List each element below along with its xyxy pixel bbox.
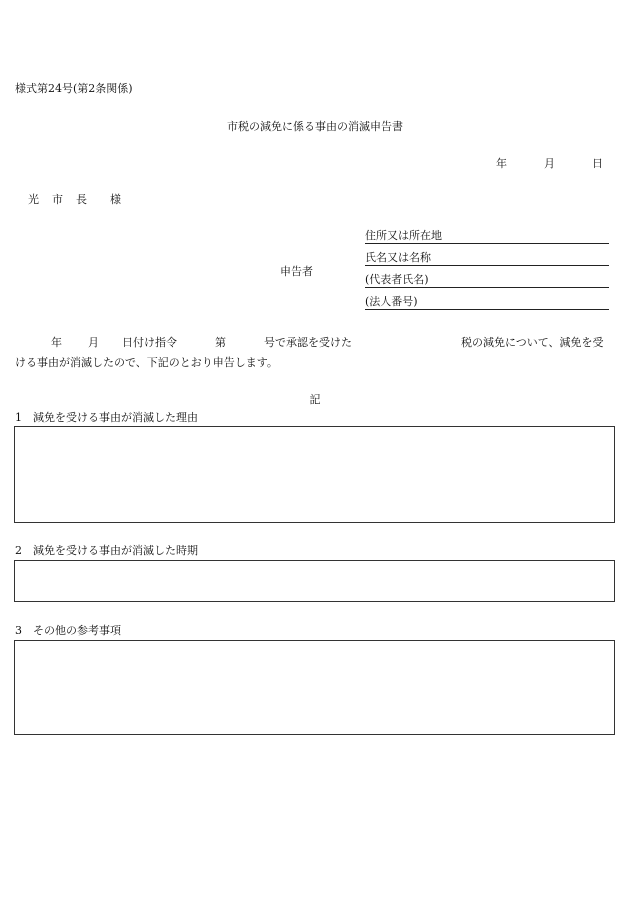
body-month: 月 — [88, 336, 99, 349]
ki-heading: 記 — [309, 393, 321, 406]
corporate-number-field[interactable]: (法人番号) — [365, 295, 609, 310]
section-1-title: 1 減免を受ける事由が消滅した理由 — [15, 411, 198, 424]
address-field[interactable]: 住所又は所在地 — [365, 229, 609, 244]
representative-field[interactable]: (代表者氏名) — [365, 273, 609, 288]
date-day-label: 日 — [592, 157, 603, 170]
applicant-label: 申告者 — [280, 265, 313, 278]
body-dated-directive: 日付け指令 — [122, 336, 177, 349]
date-month-label: 月 — [544, 157, 555, 170]
addressee-char-1: 光 — [28, 193, 39, 206]
body-year: 年 — [51, 336, 62, 349]
body-number-prefix: 第 — [215, 336, 226, 349]
body-approved: 号で承認を受けた — [264, 336, 352, 349]
section-1-input-box[interactable] — [14, 426, 615, 523]
form-number: 様式第24号(第2条関係) — [15, 82, 133, 95]
body-line-2: ける事由が消滅したので、下記のとおり申告します。 — [15, 356, 278, 369]
document-title: 市税の減免に係る事由の消滅申告書 — [227, 120, 403, 133]
body-tax-reduction: 税の減免について、減免を受 — [461, 336, 604, 349]
section-3-input-box[interactable] — [14, 640, 615, 735]
section-2-title: 2 減免を受ける事由が消滅した時期 — [15, 544, 198, 557]
name-field[interactable]: 氏名又は名称 — [365, 251, 609, 266]
addressee-honorific: 様 — [110, 193, 121, 206]
section-2-input-box[interactable] — [14, 560, 615, 602]
addressee-char-2: 市 — [52, 193, 63, 206]
date-year-label: 年 — [496, 157, 507, 170]
section-3-title: 3 その他の参考事項 — [15, 624, 121, 637]
addressee-char-3: 長 — [76, 193, 87, 206]
